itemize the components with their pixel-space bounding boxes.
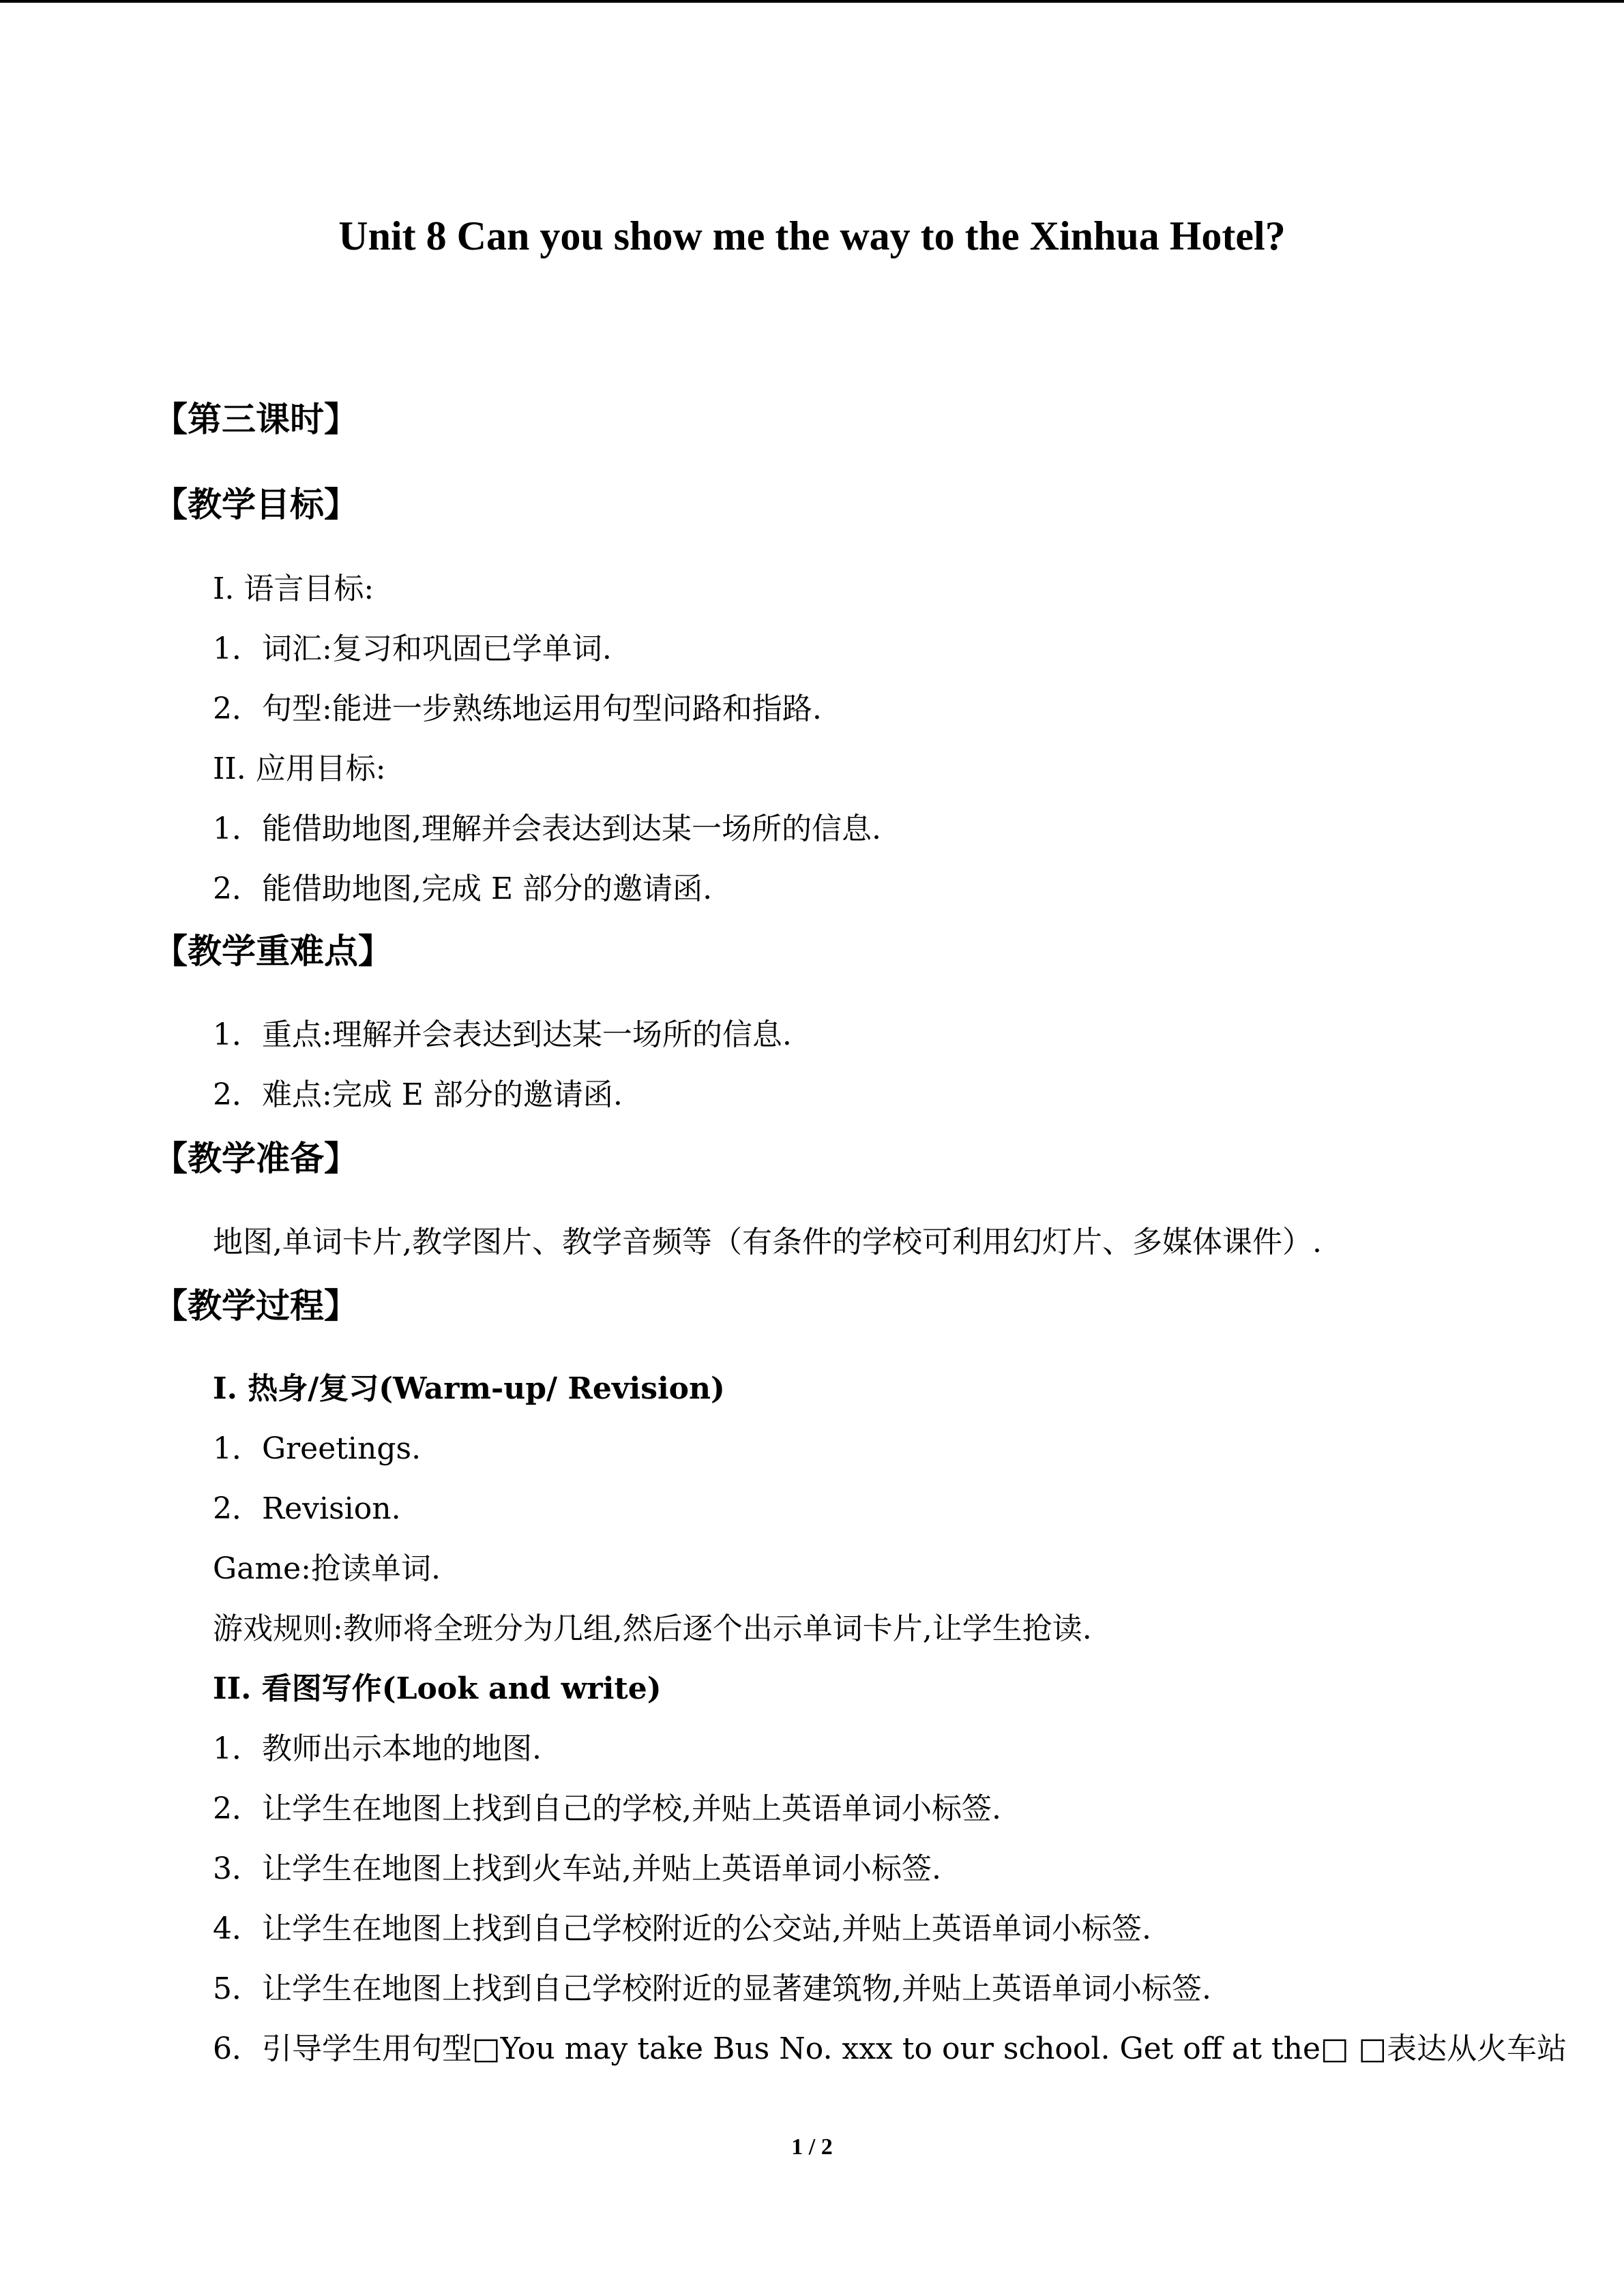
objective-line: I. 语言目标: <box>213 571 374 606</box>
key-point-line: 2．难点:完成 E 部分的邀请函. <box>213 1077 623 1112</box>
process-line: 游戏规则:教师将全班分为几组,然后逐个出示单词卡片,让学生抢读. <box>213 1611 1092 1646</box>
process-line: 4．让学生在地图上找到自己学校附近的公交站,并贴上英语单词小标签. <box>213 1911 1151 1946</box>
objective-line: 1．词汇:复习和巩固已学单词. <box>213 631 612 666</box>
key-point-line: 1．重点:理解并会表达到达某一场所的信息. <box>213 1017 792 1052</box>
process-heading: 【教学过程】 <box>153 1286 358 1326</box>
document-title: Unit 8 Can you show me the way to the Xinhua Hotel? <box>338 213 1286 258</box>
objective-line: II. 应用目标: <box>213 751 386 786</box>
objective-line: 2．能借助地图,完成 E 部分的邀请函. <box>213 871 713 906</box>
process-line: Game:抢读单词. <box>213 1551 441 1586</box>
process-line: 2．让学生在地图上找到自己的学校,并贴上英语单词小标签. <box>213 1791 1001 1826</box>
process-line: 2．Revision. <box>213 1491 401 1526</box>
lesson-heading: 【第三课时】 <box>153 400 358 439</box>
preparation-text: 地图,单词卡片,教学图片、教学音频等（有条件的学校可利用幻灯片、多媒体课件）. <box>213 1225 1322 1259</box>
section-title-warmup: I. 热身/复习(Warm-up/ Revision) <box>213 1371 725 1406</box>
page-number: 1 / 2 <box>791 2134 833 2160</box>
section-title-look-write: II. 看图写作(Look and write) <box>213 1671 662 1706</box>
preparation-heading: 【教学准备】 <box>153 1139 358 1178</box>
key-points-heading: 【教学重难点】 <box>153 931 392 971</box>
top-border <box>0 0 1624 3</box>
objective-line: 2．句型:能进一步熟练地运用句型问路和指路. <box>213 691 822 726</box>
objective-line: 1．能借助地图,理解并会表达到达某一场所的信息. <box>213 811 881 846</box>
objectives-heading: 【教学目标】 <box>153 485 358 524</box>
process-line: 3．让学生在地图上找到火车站,并贴上英语单词小标签. <box>213 1851 941 1886</box>
process-line: 5．让学生在地图上找到自己学校附近的显著建筑物,并贴上英语单词小标签. <box>213 1971 1211 2006</box>
process-line: 1．教师出示本地的地图. <box>213 1731 542 1766</box>
process-line: 1．Greetings. <box>213 1431 422 1466</box>
process-line: 6．引导学生用句型□You may take Bus No. xxx to our school. Get off at the□ □表达从火车站 <box>213 2031 1567 2066</box>
